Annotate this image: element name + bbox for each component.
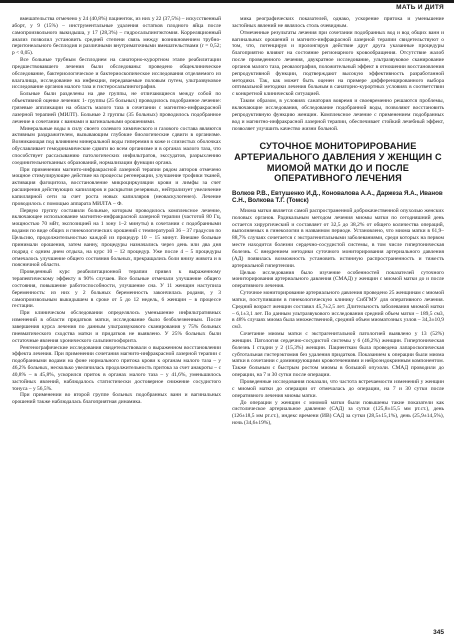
left-column <box>12 16 221 630</box>
paragraph: Суточное мониторирование артериального давления проведено 25 женщинам с миомой матки, поступившим в гинекологическую клинику СибГМУ для оперативного лечения. Средний возраст женщин составил 45,7±2,5 лет. Длительность заболевания миомой матки – 6,1±3,1 лет. По данным ультразвукового исследования средний объем матки – 189,5 см3, в 48% случаях миома была множественной, средний объем миоматозных узлов – 34,3±10,9 см3. <box>232 290 444 331</box>
paragraph: Целью исследования было изучение особенностей показателей суточного мониторирования артериального давления (СМАД) у женщин с миомой матки до и после оперативного лечения. <box>232 269 444 290</box>
paragraph: При применении магнито-инфракрасной лазерной терапии рядом авторов отмечено мощное стимулирующее действие на процессы регенерации, улучшение трофики тканей, активация фагоцитоза, восстановление микроциркуляции крови и лимфы за счет расширения действующих капилляров и раскрытия резервных, нейтрализует увеличение капиллярной сети за счет роста новых капилляров (неоваскулогенез). Лечение проводилось с помощью аппарата МИЛТА – Ф. <box>12 166 221 207</box>
paragraph: Первую группу составили больные, которым проводилось комплексное лечение, включающее использование магнитно-инфракрасной лазерной терапии (частотой 80 Гц, мощностью 70 мВт, экспозицией на 1 зону 1–2 минуты) в сочетании с подобранными водами по виде общих и гинекологических орошений с температурой 36 – 37 градусов по Цельсию, продолжительностью каждой из процедур 10 – 15 минут. Внешне больные принимали орошения, затем ванну, процедуры назначались через день или два дня подряд с одним днем отдыха, на курс 10 – 12 процедур. Уже после 4 – 5 процедуры отмечалось улучшение общего состояния больных, прекращались боли внизу живота и в поясничной области. <box>12 207 221 269</box>
paragraph: Миома матки является самой распространенной доброкачественной опухолью женских половых органов. Радикальным методом лечения миомы матки по сегодняшний день остается хирургический и составляет от 32,5 до 38,2% от общего количества операций, выполняемых в гинекологии в названном периоде. Установлено, что миома матки в 61,9–88,7% случаях сочетается с экстрагенитальными заболеваниями, среди которых на первом месте находится болезни сердечно-сосудистой системы, в том числе гипертоническая болезнь. С внедрением методики суточного мониторирования артериального давления (АД) появилась возможность установить истинную распространенность и тяжесть артериальной гипертензии. <box>232 207 444 269</box>
paragraph: Отмеченные результаты лечения при сочетании подобранных вод и вод общих ванн и вагинальных орошений и магнито-инфракрасной лазерной терапии свидетельствуют о том, что, потенцируя и пролонгируя действие друг друга указанные процедуры благоприятно влияют на состояние регионарного кровообращения. Отсутствие жалоб после проведенного лечения, двукратное исследование, ультразвуковое сканирование органов малого таза, реовазография, положительный эффект в отношении восстановления репродуктивной функции, подтверждают высокую эффективность разработанной методики. Так, как может быть оценен на примере дифференцированного выбора оптимальной методики лечения больным в санаторно-курортных условиях в соответствии с конкретной клинической ситуацией. <box>232 29 444 98</box>
paragraph: Больные были разделены на две группы, не отличающиеся между собой по объективной оценке лечения: 1- группы (25 больных) проводилось подобранное лечение: грязевые аппликации на область малого таза в сочетании с магнитно-инфракрасной лазерной терапией (МИЛТ). Больные 2 группы (35 больных) проводилось подобранное лечение в сочетании с ваннами и вагинальными орошениями. <box>12 91 221 125</box>
page-number: 345 <box>433 629 444 636</box>
paragraph: Проведенные исследования показали, что частота встречаемости изменений у женщин с миомой матки до операции от отмечалась до операции, на 7 и 30 сутки после оперативного лечения миомы матки. <box>232 379 444 399</box>
right-column <box>232 16 444 630</box>
paragraph: мика реографических показателей, однако, ускорение притока и уменьшение застойных явлений не являлось столь очевидным. <box>232 16 444 29</box>
article-authors: Волков Р.В., Евтушенко И.Д., Коновалова А.А., Даржеза Я.А., Иванов С.Н., Волкова Т.Г. (Томск) <box>232 189 443 205</box>
paragraph: Минеральные воды в силу своего солевого химического и газового состава являются активным раздражителем, вызывающим глубокие биологические сдвиги в организме. Возникающая под влиянием минеральной воды гиперемия в коже и слизистых оболочках обуславливает гемодинамические сдвиги во всем организме и в органах малого таза, что способствует рассасыванию патологических инфильтратов, экссудатов, разрыхлению соединительнотканных образований, нормализации функции органа. <box>12 125 221 166</box>
section-header: МАТЬ И ДИТЯ <box>396 4 444 11</box>
header-rule <box>0 0 454 3</box>
paragraph: Таким образом, в условиях санатория вовремя и своевременно решаются проблемы, включающие исследования, обследование подобранной воды, позволяют восстановить репродуктивную функцию женщин. Комплексное лечение с применением подобранных вод и магнитно-инфракрасной лазерной терапии, обеспечивает стойкий лечебный эффект, позволяет улучшить качество жизни больной. <box>232 98 444 132</box>
paragraph: При клиническом обследовании определялось уменьшение инфильтративных изменений в области придатков матки, исследование было безболезненным. После завершения курса лечения по данным ультразвукового сканирования у 75% больных пневматического сходства матки и придатков не выявлено. У 25% больных были остаточные явления хронического сальпингоофорита. <box>12 310 221 344</box>
paragraph: При применении во второй группе больных подобранных ванн и вагинальных орошений также наблюдалась благоприятная динамика. <box>12 392 221 406</box>
paragraph: До операции у женщин с миомой матки были повышены такие показатели как систолическое артериальное давление (САД) за сутки (125,8±15,5 мм рт.ст.), день (126±18,5 мм рт.ст.), индекс времени (ИВ) САД за сутки (28,5±15,1%), день (25,9±14,5%), ночь (34,6±19%), <box>232 399 444 427</box>
paragraph: Сочетание миомы матки с экстрагенитальной патологией выявлено у 13 (52%) женщин. Патология сердечно-сосудистой системы у 6 (46,2%) женщин. Гипертоническая болезнь I стадии у 2 (15,3%) женщин. Пациенткам была проведена лапароскопическая субтотальная гистерэктомия без удаления придатков. Показанием к операции были миома матки в сочетании с доминирующими кровотечениями и нейроэндокринным компонентом. Также больным с быстрым ростом миомы в большой опухоли. СМАД проводили до операции, на 7 и 30 сутки после операции. <box>232 331 444 379</box>
paragraph: Ренгенографические исследования свидетельствовали о выраженном восстановлении эффекта лечения. При применении сочетания магнито-инфракрасной лазерной терапии с подобранными водами на фоне нормального притока крови к органам малого таза – у 46,2% больных, несколько увеличилась продолжительность притока за счет анакроты – с 40,8% – в 45,8%, ускорился приток в органах малого таза – у 41,6%, уменьшилось застойных явлений, наблюдалось статистически достоверное снижение сосудистого тонуса – у 56,5%. <box>12 344 221 392</box>
paragraph: Все больные трубным бесплодием на санаторно-курортном этапе реабилитации предшествовавшего лечения были обследованы: проведено общеклиническое обследование, бактериологическое и бактериоскопическое исследования отделяемого из влагалища, исследование на инфекции, передаваемые половым путем, ультразвуковое исследование органов малого таза и гистеросальпингография. <box>12 57 221 91</box>
paragraph: вмешательства отмечено у 24 (40,8%) пациенток, из них у 22 (37,5%) – искусственный аборт, у 9 (15%) – инструментальные удаления остатков плодного яйца после самопроизвольного выкидыша, у 17 (28,3%) – гидросальпингэктомия. Корреляционный анализ позволил установить средней степени связь между возникновением трубно-перитонеального бесплодия и различными внутриматочными вмешательствами (r = 0,52; p < 0,05). <box>12 16 221 57</box>
article-title: СУТОЧНОЕ МОНИТОРИРОВАНИЕ АРТЕРИАЛЬНОГО ДАВЛЕНИЯ У ЖЕНЩИН С МИОМОЙ МАТКИ ДО И ПОСЛЕ ОПЕРАТИВНОГО ЛЕЧЕНИЯ <box>234 141 442 184</box>
paragraph: Проведенный курс реабилитационной терапии привел к выраженному терапевтическому эффекту в 90% случаев. Все больные отмечали улучшение общего состояния, повышение работоспособности, улучшение сна. У 11 женщин наступила беременность: из них у 2 больных беременность закончилась родами, у 3 самопроизвольным выкидышем в сроке от 5 до 12 недель, 6 женщин – в процессе гестации. <box>12 269 221 310</box>
